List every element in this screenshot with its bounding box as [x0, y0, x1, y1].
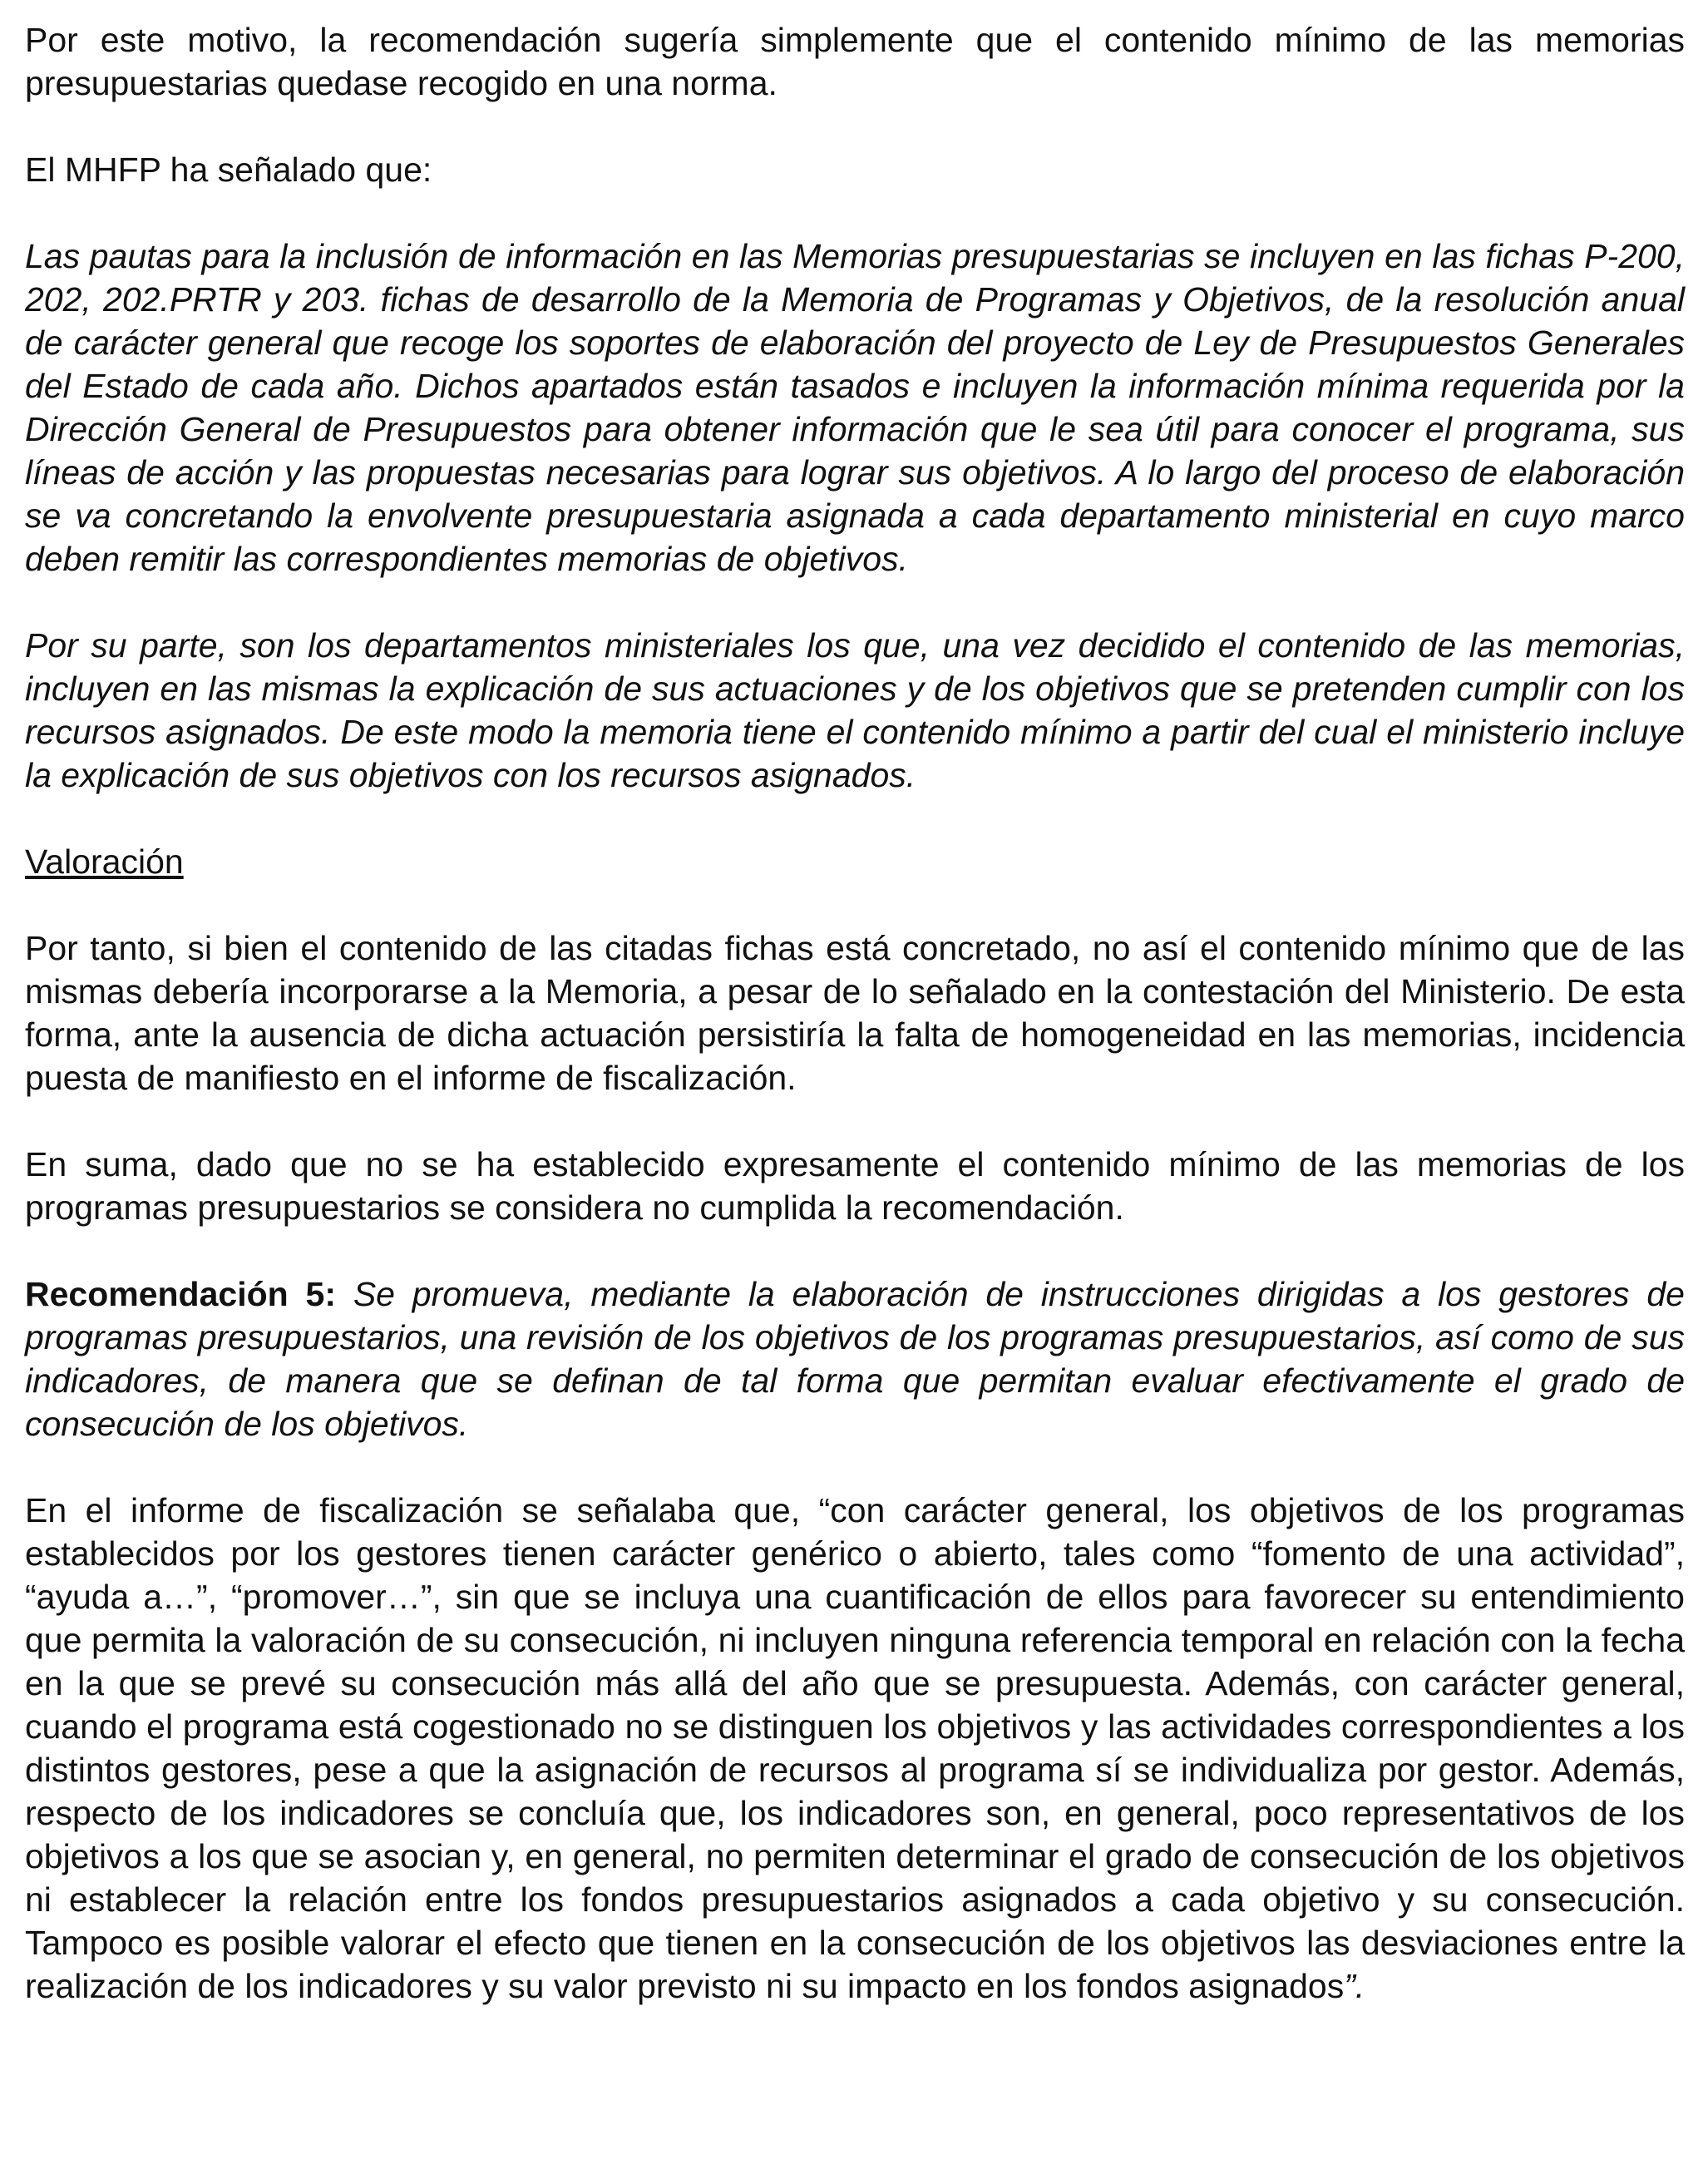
informe-quote-text: En el informe de fiscalización se señalaba que, “con carácter general, los objetivos de los programas establecidos por los gestores tienen carácter genérico o abierto, tales como “fomento de una actividad”, “ayuda a…”, “promover…”, sin que se incluya una cuantificación de ellos para favorecer su entendimiento que permita la valoración de su consecución, ni incluyen ninguna referencia temporal en relación con la fecha en la que se prevé su consecución más allá del año que se presupuesta. Además, con carácter general, cuando el programa está cogestionado no se distinguen los objetivos y las actividades correspondientes a los distintos gestores, pese a que la asignación de recursos al programa sí se individualiza por gestor. Además, respecto de los indicadores se concluía que, los indicadores son, en general, poco representativos de los objetivos a los que se asocian y, en general, no permiten determinar el grado de consecución de los objetivos ni establecer la relación entre los fondos presupuestarios asignados a cada objetivo y su consecución. Tampoco es posible valorar el efecto que tienen en la consecución de los objetivos las desviaciones entre la realización de los indicadores y su valor previsto ni su impacto en los fondos asignados [25, 1491, 1685, 2005]
recommendation-5 [25, 1272, 1685, 1445]
quote-mhfp-pautas: Las pautas para la inclusión de información en las Memorias presupuestarias se incluyen en las fichas P-200, 202, 202.PRTR y 203. fichas de desarrollo de la Memoria de Programas y Objetivos, de la resolución anual de carácter general que recoge los soportes de elaboración del proyecto de Ley de Presupuestos Generales del Estado de cada año. Dichos apartados están tasados e incluyen la información mínima requerida por la Dirección General de Presupuestos para obtener información que le sea útil para conocer el programa, sus líneas de acción y las propuestas necesarias para lograr sus objetivos. A lo largo del proceso de elaboración se va concretando la envolvente presupuestaria asignada a cada departamento ministerial en cuyo marco deben remitir las correspondientes memorias de objetivos. [25, 237, 1685, 578]
paragraph-conclusion: En suma, dado que no se ha establecido expresamente el contenido mínimo de las memorias de los programas presupuestarios se considera no cumplida la recomendación. [25, 1145, 1685, 1227]
document-page [25, 18, 1685, 2008]
quote-mhfp-departamentos: Por su parte, son los departamentos ministeriales los que, una vez decidido el contenido de las memorias, incluyen en las mismas la explicación de sus actuaciones y de los objetivos que se pretenden cumplir con los recursos asignados. De este modo la memoria tiene el contenido mínimo a partir del cual el ministerio incluye la explicación de sus objetivos con los recursos asignados. [25, 626, 1685, 794]
paragraph-mhfp-intro: El MHFP ha señalado que: [25, 151, 432, 189]
informe-quote-close: ”. [1344, 1967, 1365, 2005]
recommendation-text: Se promueva, mediante la elaboración de instrucciones dirigidas a los gestores de programas presupuestarios, una revisión de los objetivos de los programas presupuestarios, así como de sus indicadores, de manera que se definan de tal forma que permitan evaluar efectivamente el grado de consecución de los objetivos. [25, 1275, 1685, 1443]
paragraph-informe-fiscalizacion [25, 1489, 1685, 2008]
section-heading-valoracion: Valoración [25, 842, 184, 881]
paragraph-motivo: Por este motivo, la recomendación sugería simplemente que el contenido mínimo de las memorias presupuestarias quedase recogido en una norma. [25, 21, 1685, 102]
recommendation-label: Recomendación 5: [25, 1275, 336, 1313]
paragraph-valoracion: Por tanto, si bien el contenido de las citadas fichas está concretado, no así el contenido mínimo que de las mismas debería incorporarse a la Memoria, a pesar de lo señalado en la contestación del Ministerio. De esta forma, ante la ausencia de dicha actuación persistiría la falta de homogeneidad en las memorias, incidencia puesta de manifiesto en el informe de fiscalización. [25, 929, 1685, 1097]
